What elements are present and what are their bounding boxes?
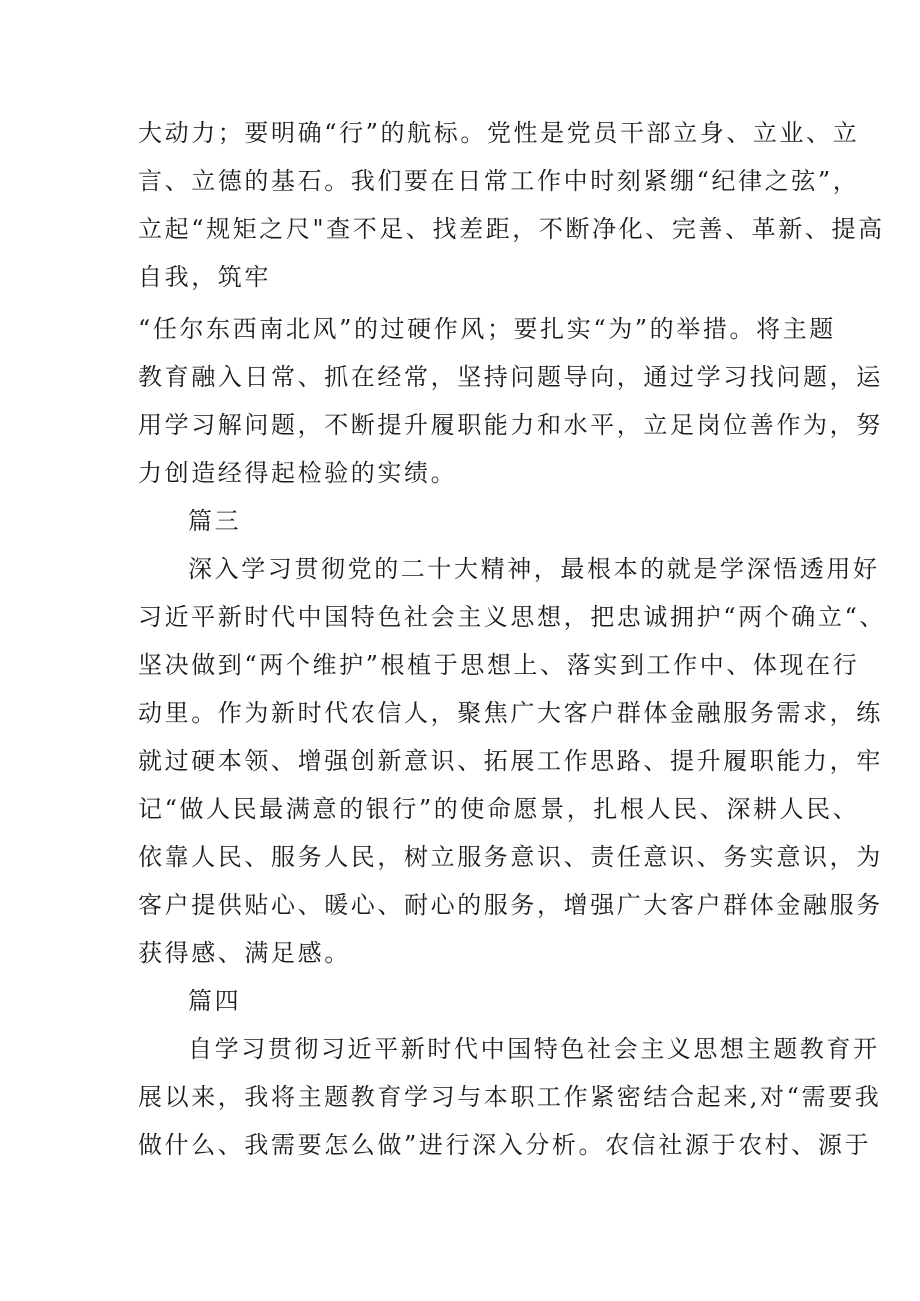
paragraph-line: 立起“规矩之尺"查不足、找差距，不断净化、完善、革新、提高 [138,215,885,243]
paragraph-line: 展以来，我将主题教育学习与本职工作紧密结合起来,对“需要我 [138,1083,882,1111]
paragraph-line: 习近平新时代中国特色社会主义思想，把忠诚拥护“两个确立“、 [138,603,886,631]
paragraph-line: 深入学习贯彻党的二十大精神，最根本的就是学深悟透用好 [188,555,880,583]
paragraph-line: 大动力；要明确“行”的航标。党性是党员干部立身、立业、立 [138,119,860,147]
paragraph-line: 依靠人民、服务人民，树立服务意识、责任意识、务实意识，为 [138,843,883,871]
paragraph-line: 自学习贯彻习近平新时代中国特色社会主义思想主题教育开 [188,1035,880,1063]
paragraph-line: 做什么、我需要怎么做”进行深入分析。农信社源于农村、源于 [138,1131,872,1159]
paragraph-line: 言、立德的基石。我们要在日常工作中时刻紧绷“纪律之弦”， [138,167,860,195]
section-heading: 篇四 [188,987,242,1015]
paragraph-line: 力创造经得起检验的实绩。 [138,459,458,487]
paragraph-line: 坚决做到“两个维护”根植于思想上、落实到工作中、体现在行 [138,651,860,679]
paragraph-line: 自我，筑牢 [138,263,271,291]
paragraph-line: 获得感、满足感。 [138,939,351,967]
paragraph-line: 动里。作为新时代农信人，聚焦广大客户群体金融服务需求，练 [138,699,883,727]
paragraph-line: 就过硬本领、增强创新意识、拓展工作思路、提升履职能力，牢 [138,747,883,775]
paragraph-line: 客户提供贴心、暖心、耐心的服务，增强广大客户群体金融服务 [138,891,883,919]
paragraph-line: 记“做人民最满意的银行”的使命愿景，扎根人民、深耕人民、 [138,795,860,823]
paragraph-line: “任尔东西南北风”的过硬作风；要扎实“为”的举措。将主题 [138,315,836,343]
paragraph-line: 用学习解问题，不断提升履职能力和水平，立足岗位善作为，努 [138,411,883,439]
paragraph-line: 教育融入日常、抓在经常，坚持问题导向，通过学习找问题，运 [138,363,883,391]
section-heading: 篇三 [188,507,242,535]
